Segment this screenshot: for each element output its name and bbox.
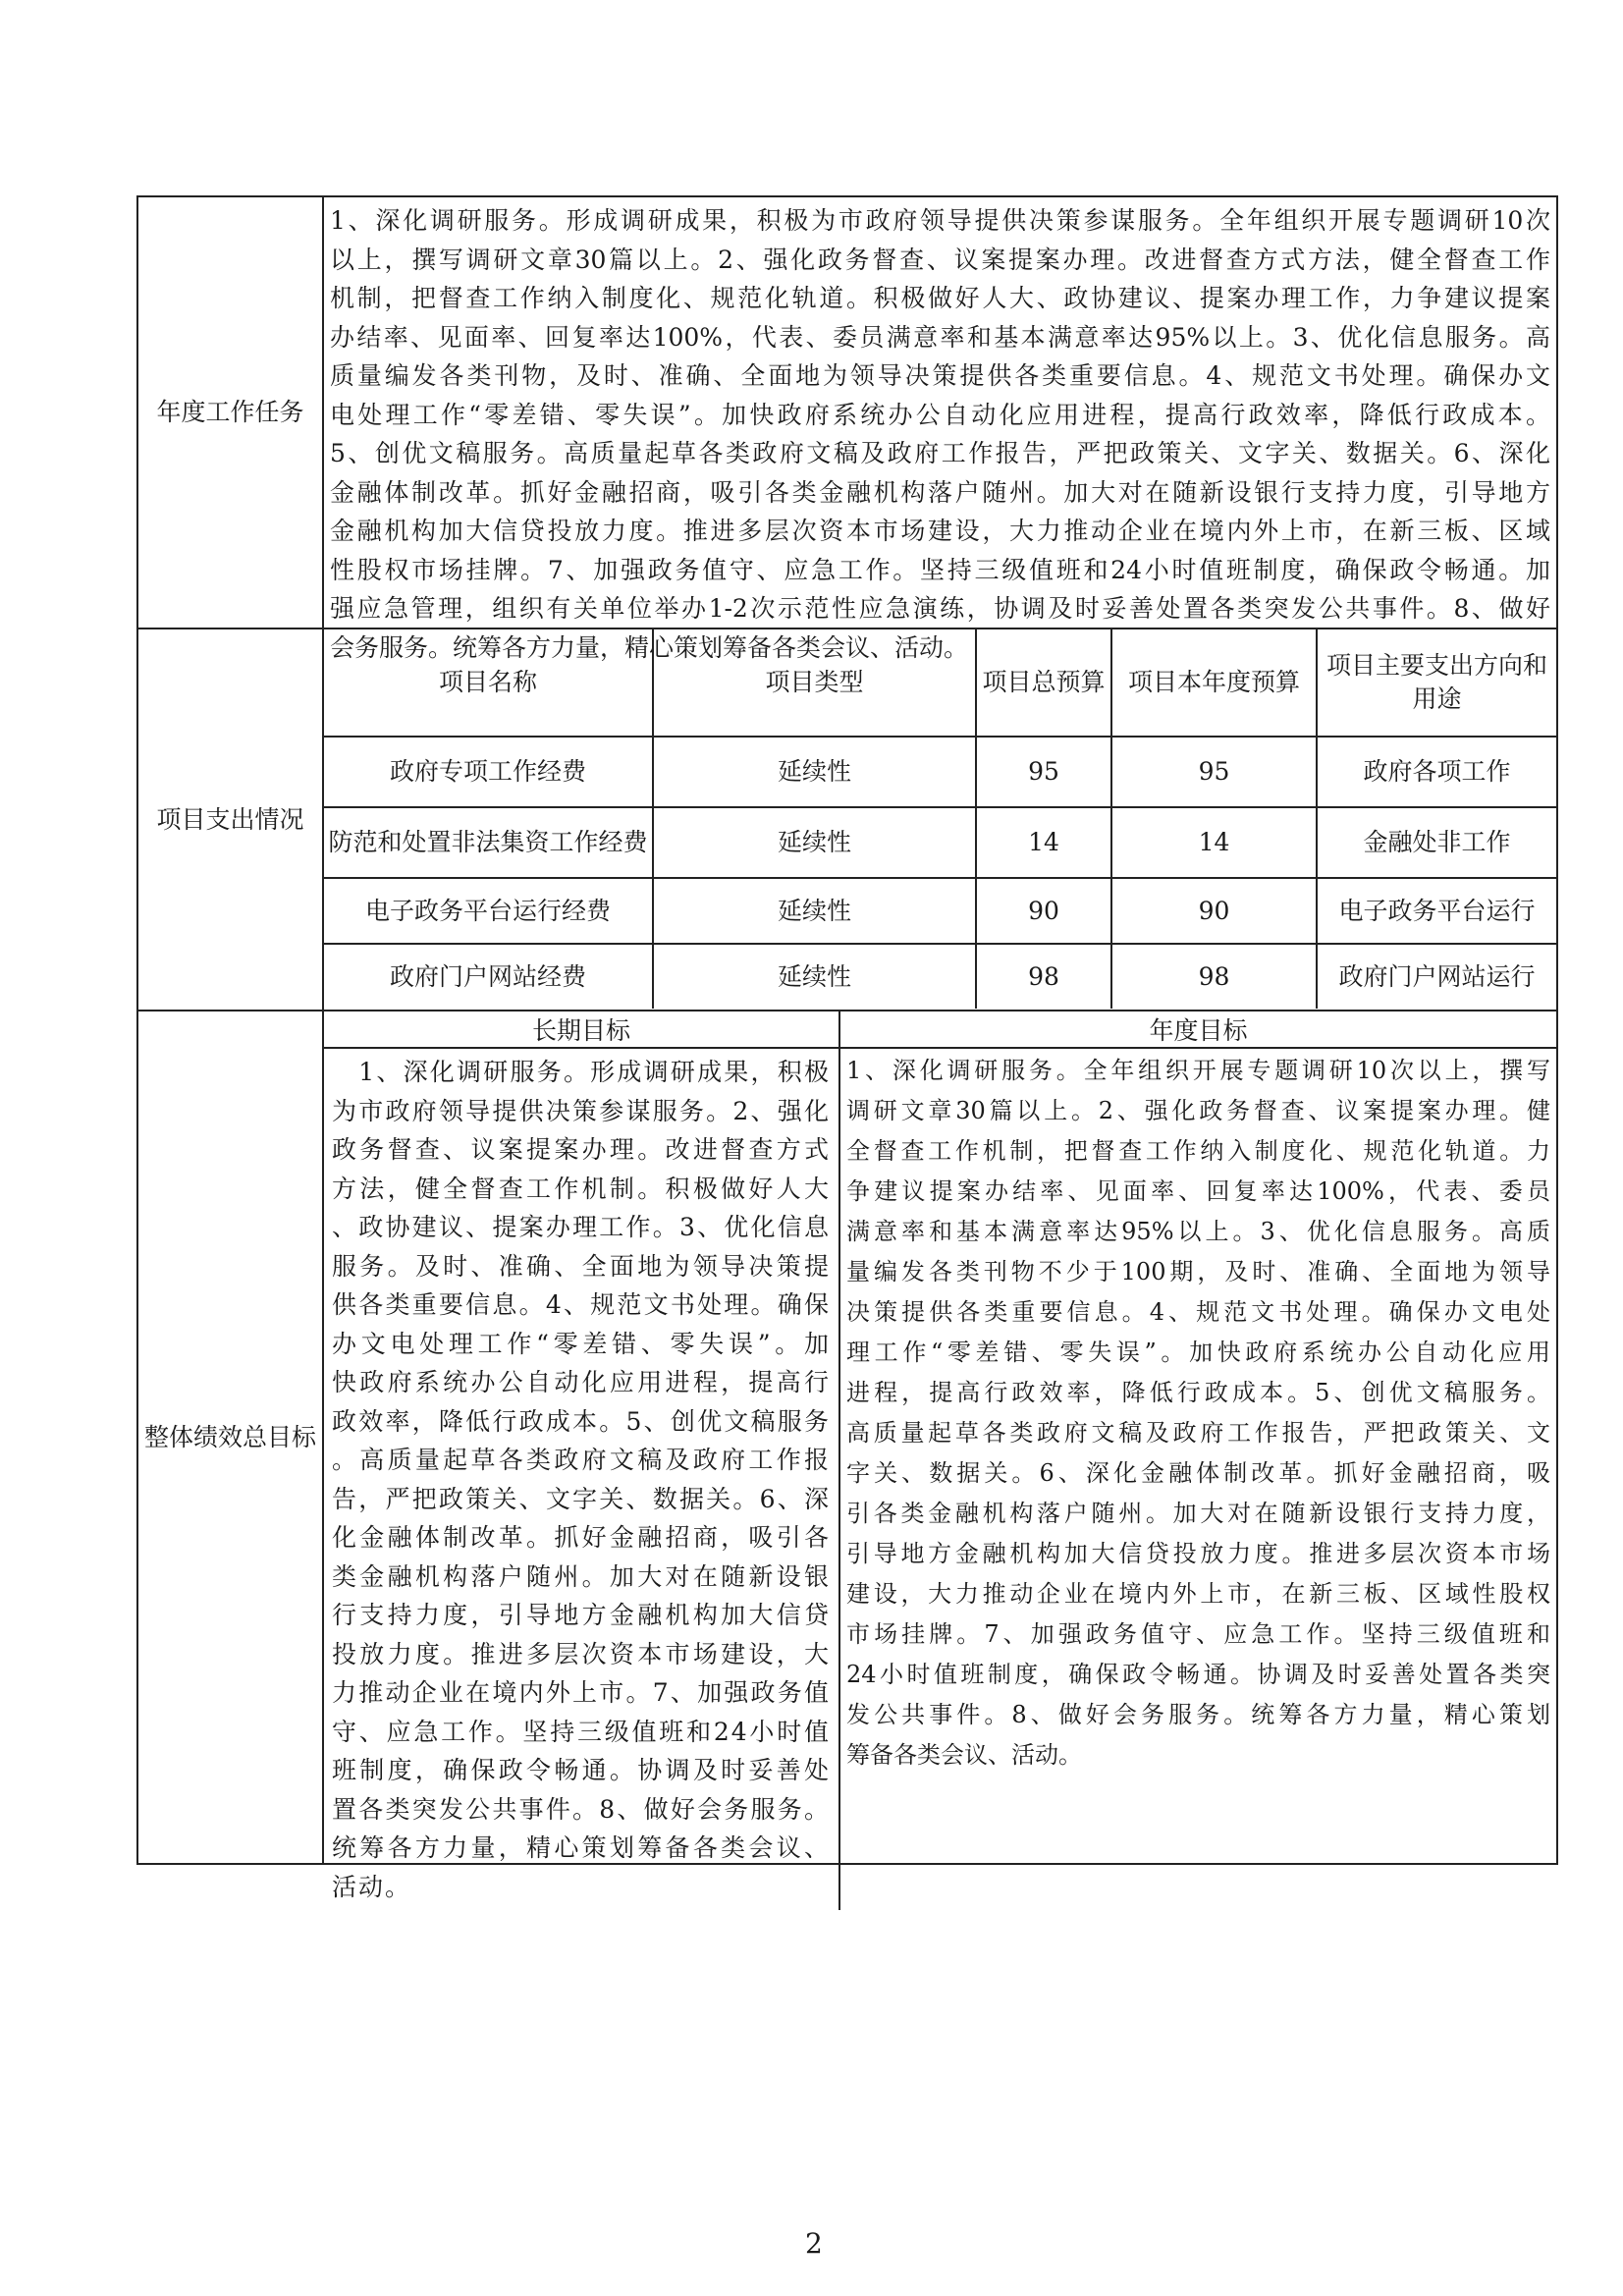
annual-goal-header: 年度目标	[1149, 1016, 1248, 1045]
overall-goals-row	[138, 1010, 1556, 1901]
text-line: 24小时值班制度，确保政令畅通。协调及时妥善处置各类突	[846, 1661, 1550, 1688]
table-cell: 14	[1111, 807, 1317, 878]
text-line: 1、深化调研服务。全年组织开展专题调研10次以上，撰写	[846, 1057, 1550, 1084]
overall-goals-label: 整体绩效总目标	[138, 1011, 324, 1863]
text-line: 争建议提案办结率、见面率、回复率达100%，代表、委员	[846, 1177, 1550, 1205]
text-line: 以上，撰写调研文章30篇以上。2、强化政务督查、议案提案办理。改进督查方式方法，健全督查工作	[330, 245, 1550, 274]
table-cell: 延续性	[653, 878, 976, 944]
text-line: 置各类突发公共事件。8、做好会务服务。	[332, 1794, 831, 1824]
text-line: 机制，把督查工作纳入制度化、规范化轨道。积极做好人大、政协建议、提案办理工作，力争建议提案	[330, 284, 1550, 312]
long-term-goal-header: 长期目标	[324, 1011, 840, 1047]
text-line: 金融体制改革。抓好金融招商，吸引各类金融机构落户随州。加大对在随新设银行支持力度，引导地方	[330, 477, 1550, 507]
text-line: 快政府系统办公自动化应用进程，提高行	[332, 1368, 831, 1396]
text-line: 5、创优文稿服务。高质量起草各类政府文稿及政府工作报告，严把政策关、文字关、数据关。6、深化	[330, 439, 1550, 467]
text-line: 为市政府领导提供决策参谋服务。2、强化	[332, 1096, 831, 1125]
table-cell: 90	[1111, 878, 1317, 944]
text-line: 类金融机构落户随州。加大对在随新设银	[332, 1561, 831, 1591]
text-line: 服务。及时、准确、全面地为领导决策提	[332, 1251, 831, 1281]
table-cell: 政府门户网站运行	[1317, 944, 1556, 1009]
table-cell: 延续性	[653, 737, 976, 807]
table-cell: 延续性	[653, 807, 976, 878]
table-row	[324, 878, 1556, 944]
text-line: 引导地方金融机构加大信贷投放力度。推进多层次资本市场	[846, 1540, 1550, 1567]
text-line: 理工作“零差错、零失误”。加快政府系统办公自动化应用	[846, 1339, 1550, 1366]
table-cell: 95	[1111, 737, 1317, 807]
text-line: 进程，提高行政效率，降低行政成本。5、创优文稿服务。	[846, 1379, 1550, 1406]
column-header: 项目总预算	[976, 629, 1111, 737]
text-line: 市场挂牌。7、加强政务值守、应急工作。坚持三级值班和	[846, 1620, 1550, 1648]
table-cell: 政府专项工作经费	[324, 737, 653, 807]
text-line: 金融机构加大信贷投放力度。推进多层次资本市场建设，大力推动企业在境内外上市，在新三板、区域	[330, 517, 1550, 545]
text-line: 政效率，降低行政成本。5、创优文稿服务	[332, 1406, 831, 1436]
table-row	[324, 807, 1556, 878]
text-line: 办文电处理工作“零差错、零失误”。加	[332, 1329, 831, 1358]
column-header: 项目主要支出方向和用途	[1317, 629, 1556, 737]
long-term-goal-text	[324, 1049, 840, 1910]
table-cell: 电子政务平台运行经费	[324, 878, 653, 944]
text-line: 。高质量起草各类政府文稿及政府工作报	[332, 1446, 831, 1474]
text-line: 行支持力度，引导地方金融机构加大信贷	[332, 1601, 831, 1629]
text-line: 守、应急工作。坚持三级值班和24小时值	[332, 1717, 831, 1746]
table-cell: 政府门户网站经费	[324, 944, 653, 1009]
text-line: 供各类重要信息。4、规范文书处理。确保	[332, 1290, 831, 1319]
project-table-header	[324, 629, 1556, 737]
table-cell: 政府各项工作	[1317, 737, 1556, 807]
table-row	[324, 737, 1556, 807]
text-line: 、政协建议、提案办理工作。3、优化信息	[332, 1213, 831, 1241]
text-line: 活动。	[332, 1872, 412, 1901]
table-cell: 延续性	[653, 944, 976, 1009]
table-cell: 98	[1111, 944, 1317, 1009]
column-header: 项目类型	[653, 629, 976, 737]
text-line: 引各类金融机构落户随州。加大对在随新设银行支持力度，	[846, 1500, 1550, 1527]
project-table	[324, 629, 1556, 1009]
text-line: 发公共事件。8、做好会务服务。统筹各方力量，精心策划	[846, 1701, 1550, 1728]
text-line: 统筹各方力量，精心策划筹备各类会议、	[332, 1833, 831, 1862]
text-line: 班制度，确保政令畅通。协调及时妥善处	[332, 1756, 831, 1784]
project-expenditure-label: 项目支出情况	[138, 629, 324, 1010]
text-line: 筹备各类会议、活动。	[846, 1741, 1082, 1769]
text-line: 量编发各类刊物不少于100期，及时、准确、全面地为领导	[846, 1258, 1550, 1285]
text-line: 方法，健全督查工作机制。积极做好人大	[332, 1174, 831, 1203]
table-cell: 90	[976, 878, 1111, 944]
text-line: 质量编发各类刊物，及时、准确、全面地为领导决策提供各类重要信息。4、规范文书处理。确保办文	[330, 361, 1550, 390]
column-header: 项目名称	[438, 668, 537, 696]
text-line: 强应急管理，组织有关单位举办1-2次示范性应急演练，协调及时妥善处置各类突发公共事件。8、做好	[330, 594, 1550, 623]
text-line: 1、深化调研服务。形成调研成果，积极为市政府领导提供决策参谋服务。全年组织开展专题调研10次	[330, 206, 1550, 235]
table-row	[324, 944, 1556, 1009]
text-line: 调研文章30篇以上。2、强化政务督查、议案提案办理。健	[846, 1097, 1550, 1124]
table-cell: 95	[976, 737, 1111, 807]
text-line: 力推动企业在境内外上市。7、加强政务值	[332, 1678, 831, 1707]
text-line: 性股权市场挂牌。7、加强政务值守、应急工作。坚持三级值班和24小时值班制度，确保政令畅通。加	[330, 555, 1550, 584]
text-line: 1、深化调研服务。形成调研成果，积极	[332, 1058, 831, 1086]
text-line: 政务督查、议案提案办理。改进督查方式	[332, 1135, 831, 1164]
column-header: 项目本年度预算	[1111, 629, 1317, 737]
annual-tasks-label: 年度工作任务	[138, 197, 324, 628]
text-line: 投放力度。推进多层次资本市场建设，大	[332, 1639, 831, 1668]
text-line: 化金融体制改革。抓好金融招商，吸引各	[332, 1523, 831, 1552]
text-line: 高质量起草各类政府文稿及政府工作报告，严把政策关、文	[846, 1419, 1550, 1447]
annual-tasks-text	[324, 197, 1556, 662]
text-line: 全督查工作机制，把督查工作纳入制度化、规范化轨道。力	[846, 1137, 1550, 1165]
text-line: 建设，大力推动企业在境内外上市，在新三板、区域性股权	[846, 1580, 1550, 1608]
table-cell: 98	[976, 944, 1111, 1009]
text-line: 办结率、见面率、回复率达100%，代表、委员满意率和基本满意率达95%以上。3、优化信息服务。高	[330, 322, 1550, 352]
text-line: 字关、数据关。6、深化金融体制改革。抓好金融招商，吸	[846, 1459, 1550, 1487]
page-number: 2	[805, 2227, 823, 2260]
text-line: 会务服务。统筹各方力量，精心策划筹备各类会议、活动。	[330, 632, 969, 662]
table-cell: 金融处非工作	[1317, 807, 1556, 878]
table-cell: 14	[976, 807, 1111, 878]
text-line: 决策提供各类重要信息。4、规范文书处理。确保办文电处	[846, 1298, 1550, 1326]
performance-table	[136, 195, 1558, 1901]
text-line: 电处理工作“零差错、零失误”。加快政府系统办公自动化应用进程，提高行政效率，降低行政成本。	[330, 400, 1550, 429]
project-expenditure-row	[138, 628, 1556, 1010]
table-cell: 电子政务平台运行	[1317, 878, 1556, 944]
annual-goal-text	[840, 1049, 1556, 1910]
text-line: 满意率和基本满意率达95%以上。3、优化信息服务。高质	[846, 1218, 1550, 1245]
annual-tasks-row	[138, 197, 1556, 662]
text-line: 告，严把政策关、文字关、数据关。6、深	[332, 1484, 831, 1513]
table-cell: 防范和处置非法集资工作经费	[324, 807, 653, 878]
